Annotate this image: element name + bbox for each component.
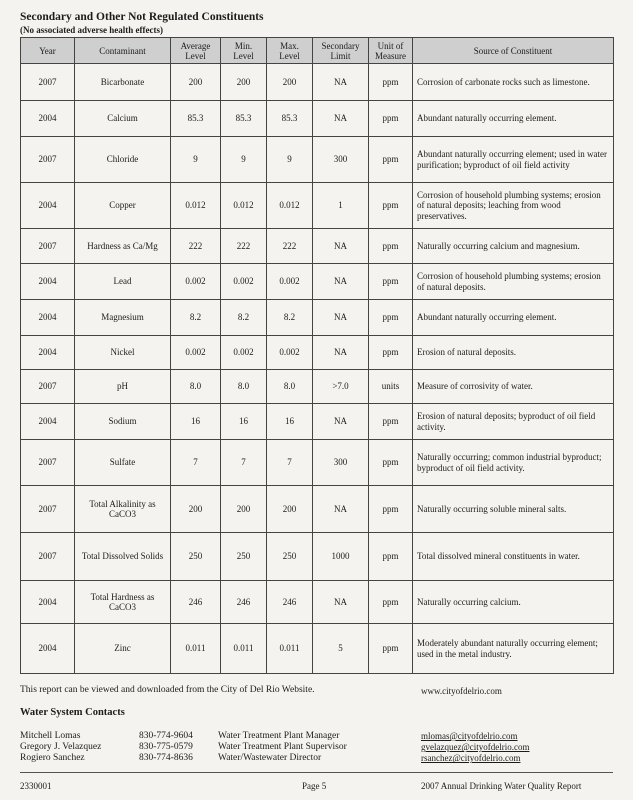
cell-year: 2004 xyxy=(21,183,75,229)
footer-page-number: Page 5 xyxy=(302,781,327,791)
cell-average: 85.3 xyxy=(171,101,221,137)
col-header-unit: Unit of Measure xyxy=(369,38,413,64)
cell-contaminant: Nickel xyxy=(75,336,171,370)
cell-limit: 1 xyxy=(313,183,369,229)
cell-year: 2004 xyxy=(21,101,75,137)
table-row xyxy=(21,137,614,183)
cell-min: 7 xyxy=(221,440,267,486)
table-row xyxy=(21,101,614,137)
contact-phone: 830-775-0579 xyxy=(139,742,193,753)
cell-min: 222 xyxy=(221,229,267,264)
cell-source: Naturally occurring calcium. xyxy=(413,581,614,624)
cell-unit: ppm xyxy=(369,486,413,533)
cell-average: 16 xyxy=(171,404,221,440)
table-row xyxy=(21,581,614,624)
cell-year: 2004 xyxy=(21,624,75,674)
cell-unit: ppm xyxy=(369,581,413,624)
cell-year: 2007 xyxy=(21,137,75,183)
cell-max: 0.002 xyxy=(267,264,313,300)
cell-max: 0.012 xyxy=(267,183,313,229)
footer-system-id: 2330001 xyxy=(20,781,52,791)
cell-unit: units xyxy=(369,370,413,404)
cell-unit: ppm xyxy=(369,624,413,674)
cell-average: 200 xyxy=(171,486,221,533)
cell-max: 222 xyxy=(267,229,313,264)
cell-year: 2004 xyxy=(21,336,75,370)
cell-year: 2007 xyxy=(21,486,75,533)
cell-average: 0.011 xyxy=(171,624,221,674)
cell-max: 250 xyxy=(267,533,313,581)
cell-limit: 1000 xyxy=(313,533,369,581)
cell-unit: ppm xyxy=(369,183,413,229)
table-row xyxy=(21,64,614,101)
cell-limit: NA xyxy=(313,101,369,137)
cell-source: Erosion of natural deposits. xyxy=(413,336,614,370)
cell-max: 246 xyxy=(267,581,313,624)
cell-average: 222 xyxy=(171,229,221,264)
cell-min: 8.2 xyxy=(221,300,267,336)
table-row xyxy=(21,533,614,581)
cell-unit: ppm xyxy=(369,533,413,581)
table-row xyxy=(21,183,614,229)
cell-average: 7 xyxy=(171,440,221,486)
cell-min: 8.0 xyxy=(221,370,267,404)
cell-min: 0.012 xyxy=(221,183,267,229)
cell-max: 0.002 xyxy=(267,336,313,370)
cell-year: 2004 xyxy=(21,264,75,300)
website-note: This report can be viewed and downloaded from the City of Del Rio Website. xyxy=(20,685,315,695)
cell-limit: NA xyxy=(313,229,369,264)
col-header-secondary-limit: Secondary Limit xyxy=(313,38,369,64)
cell-source: Abundant naturally occurring element; used in water purification; byproduct of oil field activity xyxy=(413,137,614,183)
table-header-row xyxy=(21,38,614,64)
cell-unit: ppm xyxy=(369,137,413,183)
contact-name: Mitchell Lomas xyxy=(20,731,81,741)
cell-source: Naturally occurring; common industrial byproduct; byproduct of oil field activity. xyxy=(413,440,614,486)
cell-contaminant: Calcium xyxy=(75,101,171,137)
cell-limit: NA xyxy=(313,264,369,300)
contact-phone: 830-774-9604 xyxy=(139,731,193,741)
cell-limit: 300 xyxy=(313,440,369,486)
cell-min: 0.011 xyxy=(221,624,267,674)
cell-source: Abundant naturally occurring element. xyxy=(413,300,614,336)
cell-limit: NA xyxy=(313,300,369,336)
cell-source: Abundant naturally occurring element. xyxy=(413,101,614,137)
cell-unit: ppm xyxy=(369,300,413,336)
cell-year: 2007 xyxy=(21,370,75,404)
cell-min: 16 xyxy=(221,404,267,440)
cell-unit: ppm xyxy=(369,101,413,137)
cell-contaminant: Hardness as Ca/Mg xyxy=(75,229,171,264)
cell-contaminant: Magnesium xyxy=(75,300,171,336)
cell-unit: ppm xyxy=(369,64,413,101)
cell-year: 2004 xyxy=(21,404,75,440)
cell-unit: ppm xyxy=(369,440,413,486)
table-row xyxy=(21,486,614,533)
table-row xyxy=(21,624,614,674)
cell-contaminant: pH xyxy=(75,370,171,404)
cell-average: 8.0 xyxy=(171,370,221,404)
cell-contaminant: Zinc xyxy=(75,624,171,674)
website-link[interactable]: www.cityofdelrio.com xyxy=(421,686,502,696)
contact-phone: 830-774-8636 xyxy=(139,753,193,764)
table-row xyxy=(21,264,614,300)
contact-email-link[interactable]: mlomas@cityofdelrio.com xyxy=(421,731,518,741)
cell-average: 0.002 xyxy=(171,264,221,300)
cell-min: 246 xyxy=(221,581,267,624)
cell-average: 250 xyxy=(171,533,221,581)
cell-limit: NA xyxy=(313,404,369,440)
cell-source: Naturally occurring soluble mineral salts. xyxy=(413,486,614,533)
cell-average: 0.002 xyxy=(171,336,221,370)
cell-average: 9 xyxy=(171,137,221,183)
contact-email-link[interactable]: rsanchez@cityofdelrio.com xyxy=(421,753,521,764)
col-header-average: Average Level xyxy=(171,38,221,64)
cell-contaminant: Chloride xyxy=(75,137,171,183)
cell-limit: NA xyxy=(313,336,369,370)
cell-min: 85.3 xyxy=(221,101,267,137)
contact-name: Gregory J. Velazquez xyxy=(20,742,102,753)
cell-min: 0.002 xyxy=(221,264,267,300)
contact-name: Rogiero Sanchez xyxy=(20,753,85,764)
cell-year: 2007 xyxy=(21,229,75,264)
footer-divider xyxy=(20,772,613,773)
cell-contaminant: Sodium xyxy=(75,404,171,440)
cell-source: Corrosion of carbonate rocks such as limestone. xyxy=(413,64,614,101)
cell-min: 200 xyxy=(221,64,267,101)
cell-contaminant: Sulfate xyxy=(75,440,171,486)
cell-source: Erosion of natural deposits; byproduct of oil field activity. xyxy=(413,404,614,440)
table-row xyxy=(21,300,614,336)
cell-source: Moderately abundant naturally occurring element; used in the metal industry. xyxy=(413,624,614,674)
cell-min: 250 xyxy=(221,533,267,581)
footer-report-title: 2007 Annual Drinking Water Quality Report xyxy=(421,781,582,791)
col-header-year: Year xyxy=(21,38,75,64)
contacts-heading: Water System Contacts xyxy=(20,707,125,718)
cell-average: 8.2 xyxy=(171,300,221,336)
cell-max: 16 xyxy=(267,404,313,440)
contact-role: Water/Wastewater Director xyxy=(218,753,322,764)
page-subtitle: (No associated adverse health effects) xyxy=(20,25,163,35)
cell-source: Naturally occurring calcium and magnesium. xyxy=(413,229,614,264)
cell-unit: ppm xyxy=(369,336,413,370)
cell-limit: NA xyxy=(313,581,369,624)
cell-limit: NA xyxy=(313,64,369,101)
cell-year: 2004 xyxy=(21,300,75,336)
cell-max: 85.3 xyxy=(267,101,313,137)
table-row xyxy=(21,370,614,404)
cell-source: Corrosion of household plumbing systems; erosion of natural deposits. xyxy=(413,264,614,300)
cell-average: 0.012 xyxy=(171,183,221,229)
cell-average: 246 xyxy=(171,581,221,624)
constituents-table xyxy=(20,37,614,674)
table-row xyxy=(21,440,614,486)
cell-max: 9 xyxy=(267,137,313,183)
cell-max: 200 xyxy=(267,64,313,101)
cell-unit: ppm xyxy=(369,404,413,440)
cell-max: 0.011 xyxy=(267,624,313,674)
cell-max: 8.0 xyxy=(267,370,313,404)
cell-source: Measure of corrosivity of water. xyxy=(413,370,614,404)
cell-min: 9 xyxy=(221,137,267,183)
cell-source: Total dissolved mineral constituents in water. xyxy=(413,533,614,581)
cell-limit: >7.0 xyxy=(313,370,369,404)
contact-role: Water Treatment Plant Supervisor xyxy=(218,742,347,753)
cell-contaminant: Copper xyxy=(75,183,171,229)
cell-limit: 5 xyxy=(313,624,369,674)
table-row xyxy=(21,404,614,440)
col-header-contaminant: Contaminant xyxy=(75,38,171,64)
cell-max: 8.2 xyxy=(267,300,313,336)
cell-contaminant: Total Dissolved Solids xyxy=(75,533,171,581)
cell-contaminant: Bicarbonate xyxy=(75,64,171,101)
page-title: Secondary and Other Not Regulated Constituents xyxy=(20,11,264,23)
col-header-min: Min. Level xyxy=(221,38,267,64)
cell-unit: ppm xyxy=(369,229,413,264)
cell-unit: ppm xyxy=(369,264,413,300)
cell-source: Corrosion of household plumbing systems; erosion of natural deposits; leaching from wood preservatives. xyxy=(413,183,614,229)
cell-year: 2007 xyxy=(21,533,75,581)
cell-contaminant: Total Hardness as CaCO3 xyxy=(75,581,171,624)
contact-role: Water Treatment Plant Manager xyxy=(218,731,340,741)
cell-limit: 300 xyxy=(313,137,369,183)
cell-limit: NA xyxy=(313,486,369,533)
cell-max: 200 xyxy=(267,486,313,533)
table-row xyxy=(21,336,614,370)
cell-contaminant: Lead xyxy=(75,264,171,300)
contact-email-link[interactable]: gvelazquez@cityofdelrio.com xyxy=(421,742,530,753)
col-header-max: Max. Level xyxy=(267,38,313,64)
cell-average: 200 xyxy=(171,64,221,101)
cell-min: 0.002 xyxy=(221,336,267,370)
table-row xyxy=(21,229,614,264)
cell-max: 7 xyxy=(267,440,313,486)
cell-min: 200 xyxy=(221,486,267,533)
col-header-source: Source of Constituent xyxy=(413,38,614,64)
cell-year: 2004 xyxy=(21,581,75,624)
cell-year: 2007 xyxy=(21,440,75,486)
cell-year: 2007 xyxy=(21,64,75,101)
cell-contaminant: Total Alkalinity as CaCO3 xyxy=(75,486,171,533)
